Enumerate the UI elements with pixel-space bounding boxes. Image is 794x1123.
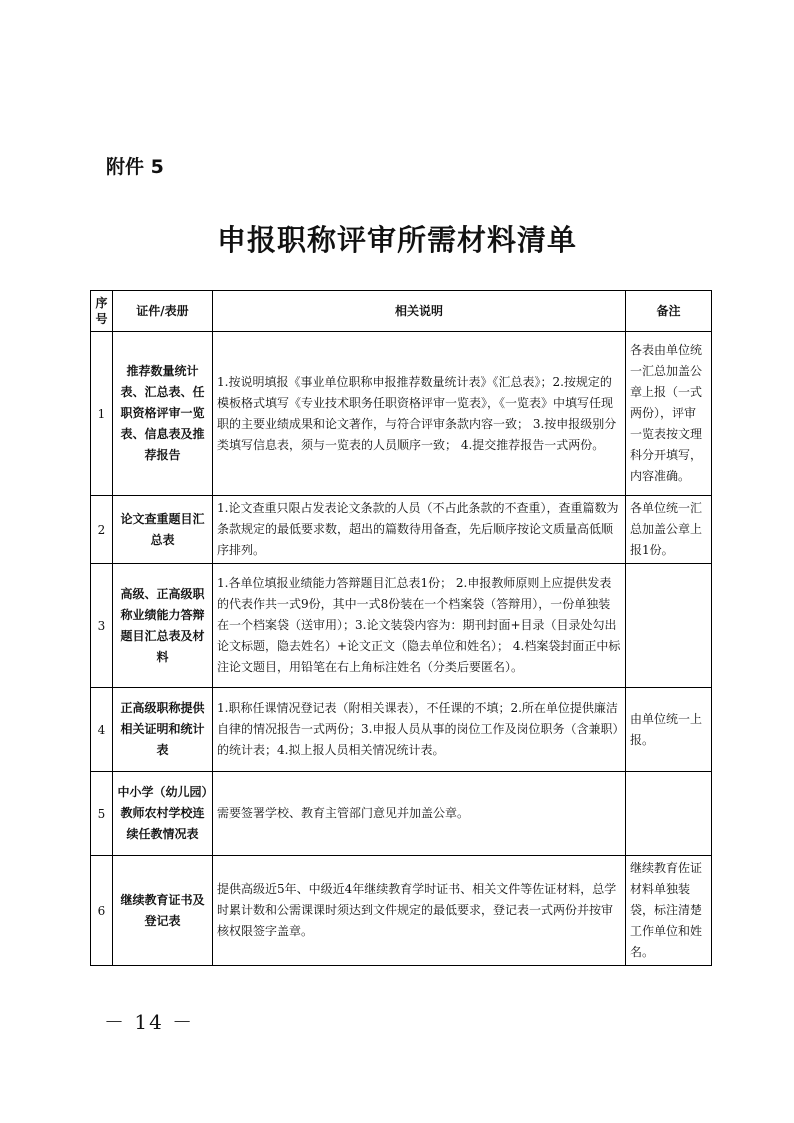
table-header-row (91, 291, 712, 332)
row-description: 1.按说明填报《事业单位职称申报推荐数量统计表》《汇总表》；2.按规定的模板格式填写《专业技术职务任职资格评审一览表》，《一览表》中填写任现职的主要业绩成果和论文著作，与符合评审条款内容一致； 3.按申报级别分类填写信息表，须与一览表的人员顺序一致； 4.提交推荐报告一式两份。 (213, 332, 626, 496)
row-document: 正高级职称提供相关证明和统计表 (113, 688, 213, 772)
header-doc: 证件/表册 (113, 291, 213, 332)
page-title: 申报职称评审所需材料清单 (216, 223, 577, 257)
row-note: 继续教育佐证材料单独装袋，标注清楚工作单位和姓名。 (626, 856, 712, 966)
row-document: 论文查重题目汇总表 (113, 496, 213, 564)
row-document: 推荐数量统计表、汇总表、任职资格评审一览表、信息表及推荐报告 (113, 332, 213, 496)
table-row (91, 772, 712, 856)
header-no: 序号 (91, 291, 113, 332)
row-document: 中小学（幼儿园）教师农村学校连续任教情况表 (113, 772, 213, 856)
row-number: 3 (91, 564, 113, 688)
row-number: 6 (91, 856, 113, 966)
header-note: 备注 (626, 291, 712, 332)
row-description: 1.职称任课情况登记表（附相关课表），不任课的不填；2.所在单位提供廉洁自律的情况报告一式两份；3.申报人员从事的岗位工作及岗位职务（含兼职）的统计表；4.拟上报人员相关情况统计表。 (213, 688, 626, 772)
row-number: 4 (91, 688, 113, 772)
row-document: 继续教育证书及登记表 (113, 856, 213, 966)
page-number: － 14 － (104, 1010, 195, 1034)
row-note (626, 772, 712, 856)
row-document: 高级、正高级职称业绩能力答辩题目汇总表及材料 (113, 564, 213, 688)
row-description: 1.论文查重只限占发表论文条款的人员（不占此条款的不查重），查重篇数为条款规定的最低要求数，超出的篇数待用备查，先后顺序按论文质量高低顺序排列。 (213, 496, 626, 564)
row-description: 提供高级近5年、中级近4年继续教育学时证书、相关文件等佐证材料，总学时累计数和公需课课时须达到文件规定的最低要求，登记表一式两份并按审核权限签字盖章。 (213, 856, 626, 966)
row-note: 由单位统一上报。 (626, 688, 712, 772)
row-note: 各表由单位统一汇总加盖公章上报（一式两份），评审一览表按文理科分开填写，内容准确。 (626, 332, 712, 496)
table-row (91, 564, 712, 688)
row-note (626, 564, 712, 688)
table-row (91, 856, 712, 966)
row-number: 2 (91, 496, 113, 564)
row-number: 1 (91, 332, 113, 496)
table-row (91, 332, 712, 496)
row-number: 5 (91, 772, 113, 856)
header-desc: 相关说明 (213, 291, 626, 332)
materials-table (90, 290, 712, 966)
table-row (91, 496, 712, 564)
table-row (91, 688, 712, 772)
attachment-label: 附件 5 (106, 156, 164, 178)
row-note: 各单位统一汇总加盖公章上报1份。 (626, 496, 712, 564)
row-description: 1.各单位填报业绩能力答辩题目汇总表1份； 2.申报教师原则上应提供发表的代表作共一式9份，其中一式8份装在一个档案袋（答辩用），一份单独装在一个档案袋（送审用）；3.论文装袋内容为：期刊封面+目录（目录处勾出论文标题，隐去姓名）+论文正文（隐去单位和姓名）； 4.档案袋封面正中标注论文题目，用铅笔在右上角标注姓名（分类后要匿名）。 (213, 564, 626, 688)
row-description: 需要签署学校、教育主管部门意见并加盖公章。 (213, 772, 626, 856)
